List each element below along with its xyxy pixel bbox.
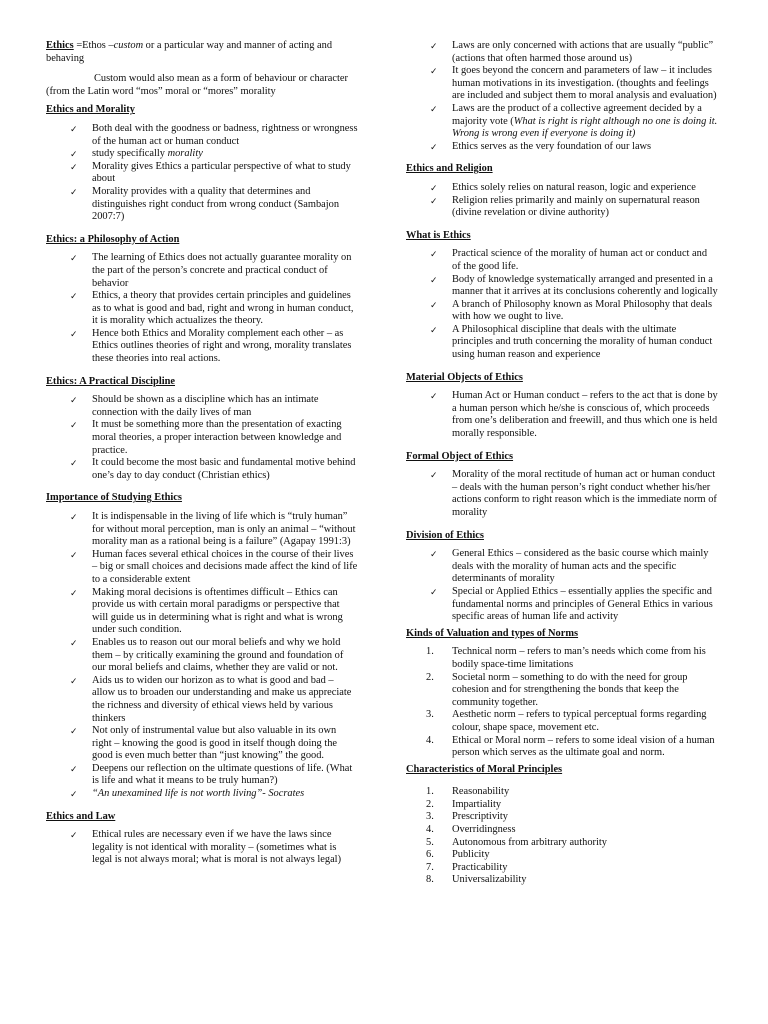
checkmark-icon: ✓ [70,549,78,560]
list-item-text: It must be something more than the presentation of exacting moral theories, a proper interaction between knowledge and practice. [92,419,342,456]
list-item [46,587,358,637]
section-heading: Ethics and Morality [46,104,135,116]
checkmark-icon: ✓ [70,291,78,302]
list-item [46,328,358,366]
intro-line-rest: or a particular way and manner of acting and behaving [46,40,333,64]
left-column [46,40,358,871]
section-heading: Formal Object of Ethics [406,450,514,462]
checkmark-icon: ✓ [70,328,78,339]
checkmark-icon: ✓ [70,395,78,406]
list-item [46,637,358,675]
checkmark-icon: ✓ [430,324,438,335]
list-item [46,725,358,763]
item-number: 8. [426,874,434,886]
section-list [406,548,718,624]
numbered-item [406,874,718,887]
item-number: 4. [426,824,434,836]
item-number: 3. [426,811,434,823]
checkmark-icon: ✓ [430,586,438,597]
section-heading: What is Ethics [406,229,471,241]
numbered-item [406,799,718,812]
list-item-text: General Ethics – considered as the basic course which mainly deals with the morality of human acts and the specific determinants of morality [452,548,709,585]
checkmark-icon: ✓ [430,274,438,285]
list-item [46,457,358,482]
section-list [406,182,718,220]
checkmark-icon: ✓ [430,391,438,402]
list-item-text: Not only of instrumental value but also valuable in its own right – knowing the good is good in itself though doing the good is even much better than “just knowing” the good. [92,725,338,762]
section-heading: Material Objects of Ethics [406,371,523,383]
numbered-item-text: Universalizability [452,874,527,886]
checkmark-icon: ✓ [70,253,78,264]
list-item [46,252,358,290]
checkmark-icon: ✓ [430,470,438,481]
checkmark-icon: ✓ [70,789,78,800]
checkmark-icon: ✓ [430,249,438,260]
list-item-text: Morality of the moral rectitude of human act or human conduct – deals with the human person’s right conduct whether his/her actions conform to right reason which is the immediate norm of morality [452,469,717,518]
item-number: 3. [426,709,434,721]
list-item-text: Ethics, a theory that provides certain principles and guidelines as to what is good and bad, right and wrong in human conduct, it is morality which actualizes the theory. [92,290,354,327]
numbered-item [406,709,718,734]
left-sections [46,104,358,867]
item-number: 6. [426,849,434,861]
list-item-text: Practical science of the morality of human act or conduct and of the good life. [452,248,708,272]
law-continued-list [406,40,718,153]
list-item [406,195,718,220]
checkmark-icon: ✓ [70,726,78,737]
list-item-text: It goes beyond the concern and parameters of law – it includes human motivations in its investigation. (thoughts and feelings are included and subject them to moral analysis and evaluation) [452,65,717,102]
numbered-item [406,824,718,837]
list-item-italic: What is right is right although no one is doing it. Wrong is wrong even if everyone is doing it) [452,115,718,140]
list-item-text: Human faces several ethical choices in the course of their lives – big or small choices and decisions made affect the kind of life to a considerable extent [92,548,358,585]
checkmark-icon: ✓ [430,195,438,206]
numbered-item-text: Autonomous from arbitrary authority [452,836,607,848]
norms-heading: Kinds of Valuation and types of Norms [406,627,579,639]
intro-term: Ethics [46,40,74,51]
intro-definition [46,40,358,65]
list-item-text: “An unexamined life is not worth living”- Socrates [92,788,305,800]
right-sections [406,163,718,623]
numbered-item-text: Aesthetic norm – refers to typical perceptual forms regarding colour, shape space, movement etc. [452,709,707,733]
list-item-text: Hence both Ethics and Morality complement each other – as Ethics outlines theories of right and wrong, morality translates these theories into real actions. [92,327,352,365]
numbered-item [406,786,718,799]
principles-list [406,786,718,887]
list-item [46,148,358,161]
list-item [406,274,718,299]
numbered-item [406,646,718,671]
numbered-item-text: Prescriptivity [452,811,508,823]
checkmark-icon: ✓ [430,41,438,51]
section-heading: Ethics: a Philosophy of Action [46,233,180,245]
list-item-text: Religion relies primarily and mainly on supernatural reason (divine revelation or divine authority) [452,194,700,219]
list-item-text: Ethics serves as the very foundation of our laws [452,140,652,152]
right-column [406,40,718,891]
numbered-item-text: Societal norm – something to do with the need for group cohesion and for strengthening the bonds that keep the community together. [452,671,688,708]
numbered-item-text: Reasonability [452,786,510,798]
numbered-item [406,811,718,824]
intro-line-part: =Ethos – [73,40,114,51]
checkmark-icon: ✓ [70,763,78,774]
numbered-item [406,672,718,710]
section-heading: Importance of Studying Ethics [46,492,182,504]
list-item [46,123,358,148]
list-item-text: Enables us to reason out our moral beliefs and why we hold them – by critically examining the ground and foundation of our moral beliefs and claims, whether they are valid or not. [92,636,344,674]
numbered-item [406,862,718,875]
numbered-item [406,849,718,862]
list-item [46,549,358,587]
numbered-item [406,837,718,850]
list-item [406,390,718,440]
checkmark-icon: ✓ [70,149,78,160]
checkmark-icon: ✓ [70,587,78,598]
checkmark-icon: ✓ [430,141,438,152]
list-item-text: Special or Applied Ethics – essentially applies the specific and fundamental norms and principles of General Ethics in various specific areas of human life and activity [452,585,713,623]
list-item-text: Aids us to widen our horizon as to what is good and bad – allow us to broaden our understanding and make us appreciate the richness and diversity of ethical views held by various thinkers [92,674,352,724]
numbered-item [406,735,718,760]
checkmark-icon: ✓ [70,637,78,648]
numbered-item-text: Practicability [452,861,508,873]
list-item [46,788,358,801]
list-item-text: A Philosophical discipline that deals with the ultimate principles and truth concerning the morality of human conduct using human reason and experience [452,323,713,361]
item-number: 1. [426,786,434,798]
section-list [46,252,358,365]
list-item-text: It is indispensable in the living of life which is “truly human” for without moral perception, man is only an animal – “without morality man as a rational being is a failure” (Agapay 1991:3) [92,511,356,548]
numbered-item-text: Technical norm – refers to man’s needs which come from his bodily space-time limitations [452,646,706,670]
list-item-text: Should be shown as a discipline which has an intimate connection with the daily lives of man [92,394,319,418]
checkmark-icon: ✓ [70,458,78,469]
list-item-text: Morality provides with a quality that determines and distinguishes right conduct from wrong conduct (Sambajon 2007:7) [92,185,340,223]
list-item [406,141,718,154]
numbered-item-text: Overridingness [452,824,516,836]
list-item-text: Making moral decisions is oftentimes difficult – Ethics can provide us with certain moral paradigms or perspective that will guide us in determining what is right and what is wrong under such condition. [92,586,343,636]
item-number: 7. [426,861,434,873]
checkmark-icon: ✓ [430,66,438,77]
list-item-text: Body of knowledge systematically arranged and presented in a manner that it arrives at its conclusions coherently and logically [452,273,718,298]
list-item [46,675,358,725]
section-list [46,394,358,482]
numbered-item-text: Ethical or Moral norm – refers to some ideal vision of a human person which serves as the ultimate goal and norm. [452,734,715,759]
list-item [406,469,718,519]
list-item [406,299,718,324]
list-item [46,763,358,788]
list-item [46,394,358,419]
list-item [406,103,718,141]
section-list [406,248,718,361]
section-list [406,390,718,440]
list-item [46,829,358,867]
section-list [46,511,358,801]
italic-word: morality [167,148,203,160]
item-number: 5. [426,836,434,848]
intro-italic-word: custom [113,40,144,51]
checkmark-icon: ✓ [70,512,78,522]
numbered-item-text: Publicity [452,849,490,861]
section-list [46,829,358,867]
list-item [406,248,718,273]
item-number: 1. [426,646,434,658]
list-item-text: Laws are the product of a collective agreement decided by a majority vote ( [452,102,702,127]
list-item [406,586,718,624]
list-item [406,40,718,65]
list-item [406,324,718,362]
checkmark-icon: ✓ [70,420,78,431]
checkmark-icon: ✓ [70,186,78,197]
checkmark-icon: ✓ [70,675,78,686]
checkmark-icon: ✓ [70,123,78,134]
intro-paragraph: Custom would also mean as a form of behaviour or character (from the Latin word “mos” moral or “mores” morality [46,73,348,97]
list-item [406,548,718,586]
item-number: 2. [426,671,434,683]
list-item [406,182,718,195]
list-item [46,290,358,328]
list-item [46,161,358,186]
numbered-item-text: Impartiality [452,798,502,810]
list-item-text: Deepens our reflection on the ultimate questions of life. (What is life and what it means to be truly human?) [92,762,353,787]
list-item [46,186,358,224]
item-number: 2. [426,798,434,810]
list-item [46,511,358,549]
section-heading: Ethics and Religion [406,163,493,175]
section-list [46,123,358,224]
checkmark-icon: ✓ [430,549,438,560]
section-list [406,469,718,519]
norms-list [406,646,718,759]
checkmark-icon: ✓ [430,182,438,193]
list-item-text: Morality gives Ethics a particular perspective of what to study about [92,160,351,185]
list-item-text: It could become the most basic and fundamental motive behind one’s day to day conduct (Christian ethics) [92,457,356,481]
list-item-text: A branch of Philosophy known as Moral Philosophy that deals with how we ought to live. [452,298,713,323]
list-item-text: Human Act or Human conduct – refers to the act that is done by a human person which he/she is conscious of, which proceeds from one’s deliberation and freewill, and thus which one is held morally responsible. [452,390,718,440]
list-item-text: Both deal with the goodness or badness, rightness or wrongness of the human act or human conduct [92,122,358,147]
list-item-text: Laws are only concerned with actions that are usually “public” (actions that often harmed those around us) [452,40,714,64]
list-item-text: Ethics solely relies on natural reason, logic and experience [452,181,696,193]
list-item-text: The learning of Ethics does not actually guarantee morality on the part of the person’s concrete and practical conduct of behavior [92,252,352,289]
checkmark-icon: ✓ [430,103,438,114]
list-item-text: study specifically morality [92,148,203,160]
checkmark-icon: ✓ [430,299,438,310]
section-heading: Division of Ethics [406,529,484,541]
list-item-text: Ethical rules are necessary even if we have the laws since legality is not identical with morality – (sometimes what is legal is not always moral; what is moral is not always legal) [92,829,342,866]
item-number: 4. [426,734,434,746]
list-item [46,419,358,457]
principles-heading: Characteristics of Moral Principles [406,763,563,775]
checkmark-icon: ✓ [70,161,78,172]
checkmark-icon: ✓ [70,830,78,841]
section-heading: Ethics: A Practical Discipline [46,375,176,387]
section-heading: Ethics and Law [46,810,116,822]
list-item [406,65,718,103]
